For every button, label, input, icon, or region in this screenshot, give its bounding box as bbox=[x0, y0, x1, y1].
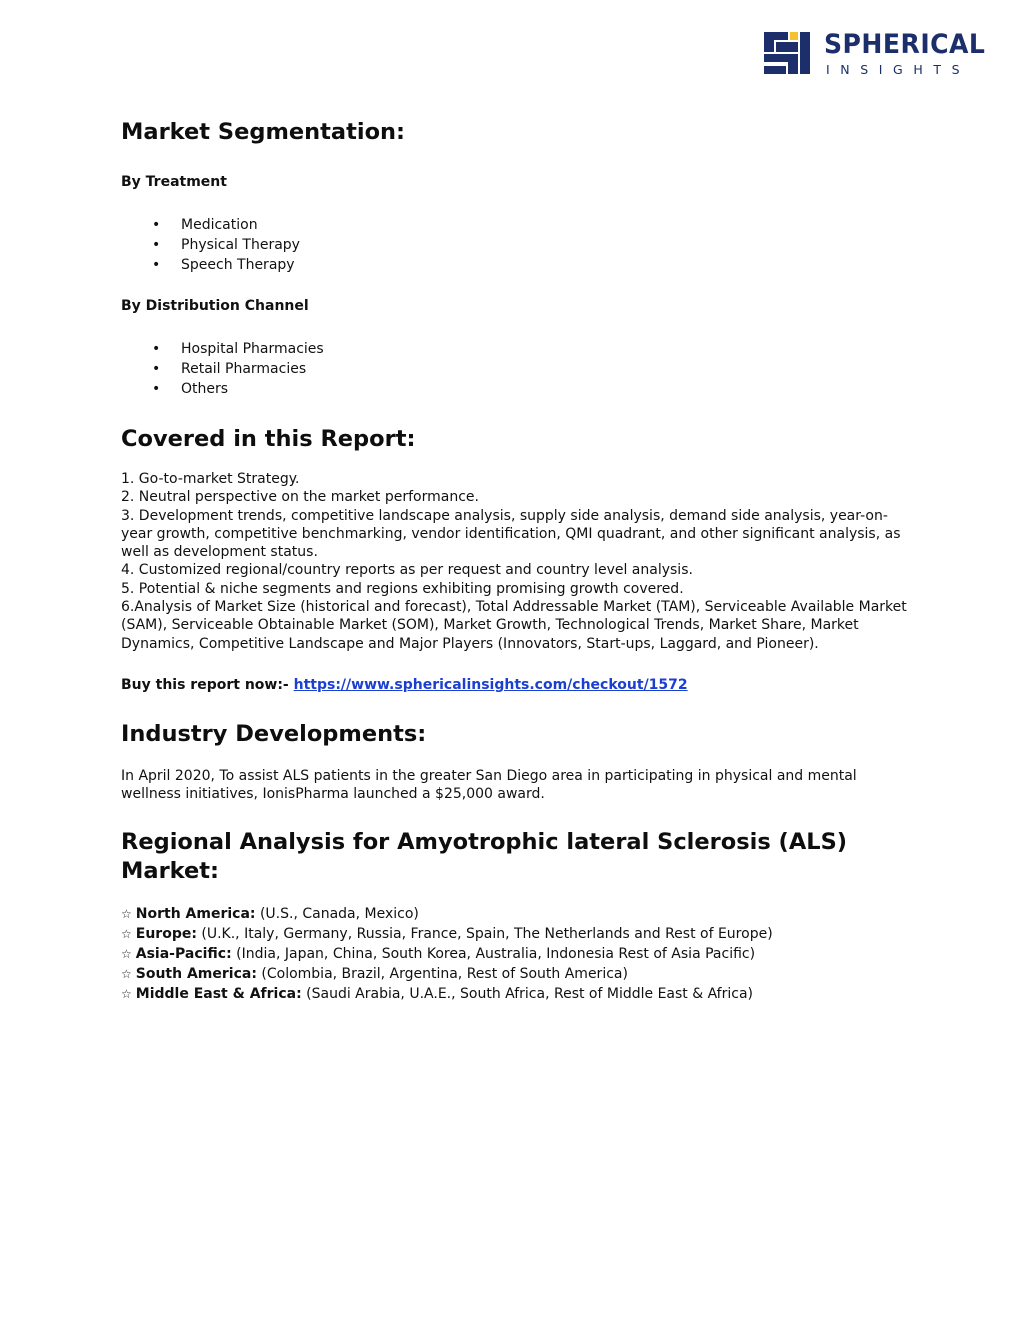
document-body bbox=[121, 118, 911, 1004]
list-item: • Speech Therapy bbox=[152, 257, 295, 273]
industry-heading: Industry Developments: bbox=[121, 720, 427, 747]
covered-item: 4. Customized regional/country reports as per request and country level analysis. bbox=[121, 562, 693, 579]
brand-logo bbox=[762, 29, 986, 78]
covered-item: 5. Potential & niche segments and regions exhibiting promising growth covered. bbox=[121, 580, 684, 597]
star-icon: ☆ bbox=[121, 966, 132, 981]
by-treatment-label: By Treatment bbox=[121, 174, 227, 190]
bullet-icon: • bbox=[152, 217, 161, 233]
checkout-link[interactable]: https://www.sphericalinsights.com/checkout/1572 bbox=[293, 676, 688, 693]
segmentation-heading: Market Segmentation: bbox=[121, 119, 406, 145]
covered-item: 6.Analysis of Market Size (historical and forecast), Total Addressable Market (TAM), Serviceable Available Market (SAM), Serviceable Obtainable Market (SOM), Market Growth, Technological Trends, Market Share, Market Dynamics, Competitive Landscape and Major Players (Innovators, Start-ups, Laggard, and Pioneer). bbox=[121, 599, 907, 652]
treatment-list bbox=[121, 215, 911, 275]
list-item: • Others bbox=[152, 381, 229, 397]
covered-list bbox=[121, 470, 911, 653]
region-list bbox=[121, 904, 911, 1004]
covered-item: 2. Neutral perspective on the market performance. bbox=[121, 489, 479, 506]
covered-item: 3. Development trends, competitive landscape analysis, supply side analysis, demand side analysis, year-on-year growth, competitive benchmarking, vendor identification, QMI quadrant, and other significant analysis, as well as development status. bbox=[121, 507, 901, 561]
region-item: ☆ South America: (Colombia, Brazil, Argentina, Rest of South America) bbox=[121, 965, 628, 982]
bullet-icon: • bbox=[152, 257, 161, 273]
list-item: • Physical Therapy bbox=[152, 237, 300, 253]
star-icon: ☆ bbox=[121, 986, 132, 1001]
covered-item: 1. Go-to-market Strategy. bbox=[121, 471, 300, 487]
list-item: • Medication bbox=[152, 217, 258, 233]
region-item: ☆ Asia-Pacific: (India, Japan, China, South Korea, Australia, Indonesia Rest of Asia Pacific) bbox=[121, 945, 756, 962]
brand-logo-icon bbox=[762, 30, 812, 76]
buy-report-line bbox=[121, 676, 911, 694]
bullet-icon: • bbox=[152, 361, 161, 377]
brand-name: SPHERICAL bbox=[824, 29, 986, 60]
star-icon: ☆ bbox=[121, 906, 132, 921]
bullet-icon: • bbox=[152, 381, 161, 397]
list-item: • Hospital Pharmacies bbox=[152, 341, 324, 357]
region-item: ☆ Middle East & Africa: (Saudi Arabia, U.A.E., South Africa, Rest of Middle East & Africa) bbox=[121, 985, 753, 1002]
region-item: ☆ Europe: (U.K., Italy, Germany, Russia, France, Spain, The Netherlands and Rest of Europe) bbox=[121, 925, 773, 942]
star-icon: ☆ bbox=[121, 946, 132, 961]
list-item: • Retail Pharmacies bbox=[152, 361, 307, 377]
by-distribution-label: By Distribution Channel bbox=[121, 298, 309, 314]
covered-heading: Covered in this Report: bbox=[121, 426, 416, 452]
brand-tagline: INSIGHTS bbox=[826, 62, 971, 77]
buy-label: Buy this report now:- bbox=[121, 676, 289, 693]
industry-text: In April 2020, To assist ALS patients in the greater San Diego area in participating in physical and mental wellness initiatives, IonisPharma launched a $25,000 award. bbox=[121, 767, 857, 803]
regional-heading: Regional Analysis for Amyotrophic lateral Sclerosis (ALS) Market: bbox=[121, 828, 848, 884]
star-icon: ☆ bbox=[121, 926, 132, 941]
distribution-list bbox=[121, 339, 911, 399]
bullet-icon: • bbox=[152, 341, 161, 357]
region-item: ☆ North America: (U.S., Canada, Mexico) bbox=[121, 905, 419, 922]
bullet-icon: • bbox=[152, 237, 161, 253]
